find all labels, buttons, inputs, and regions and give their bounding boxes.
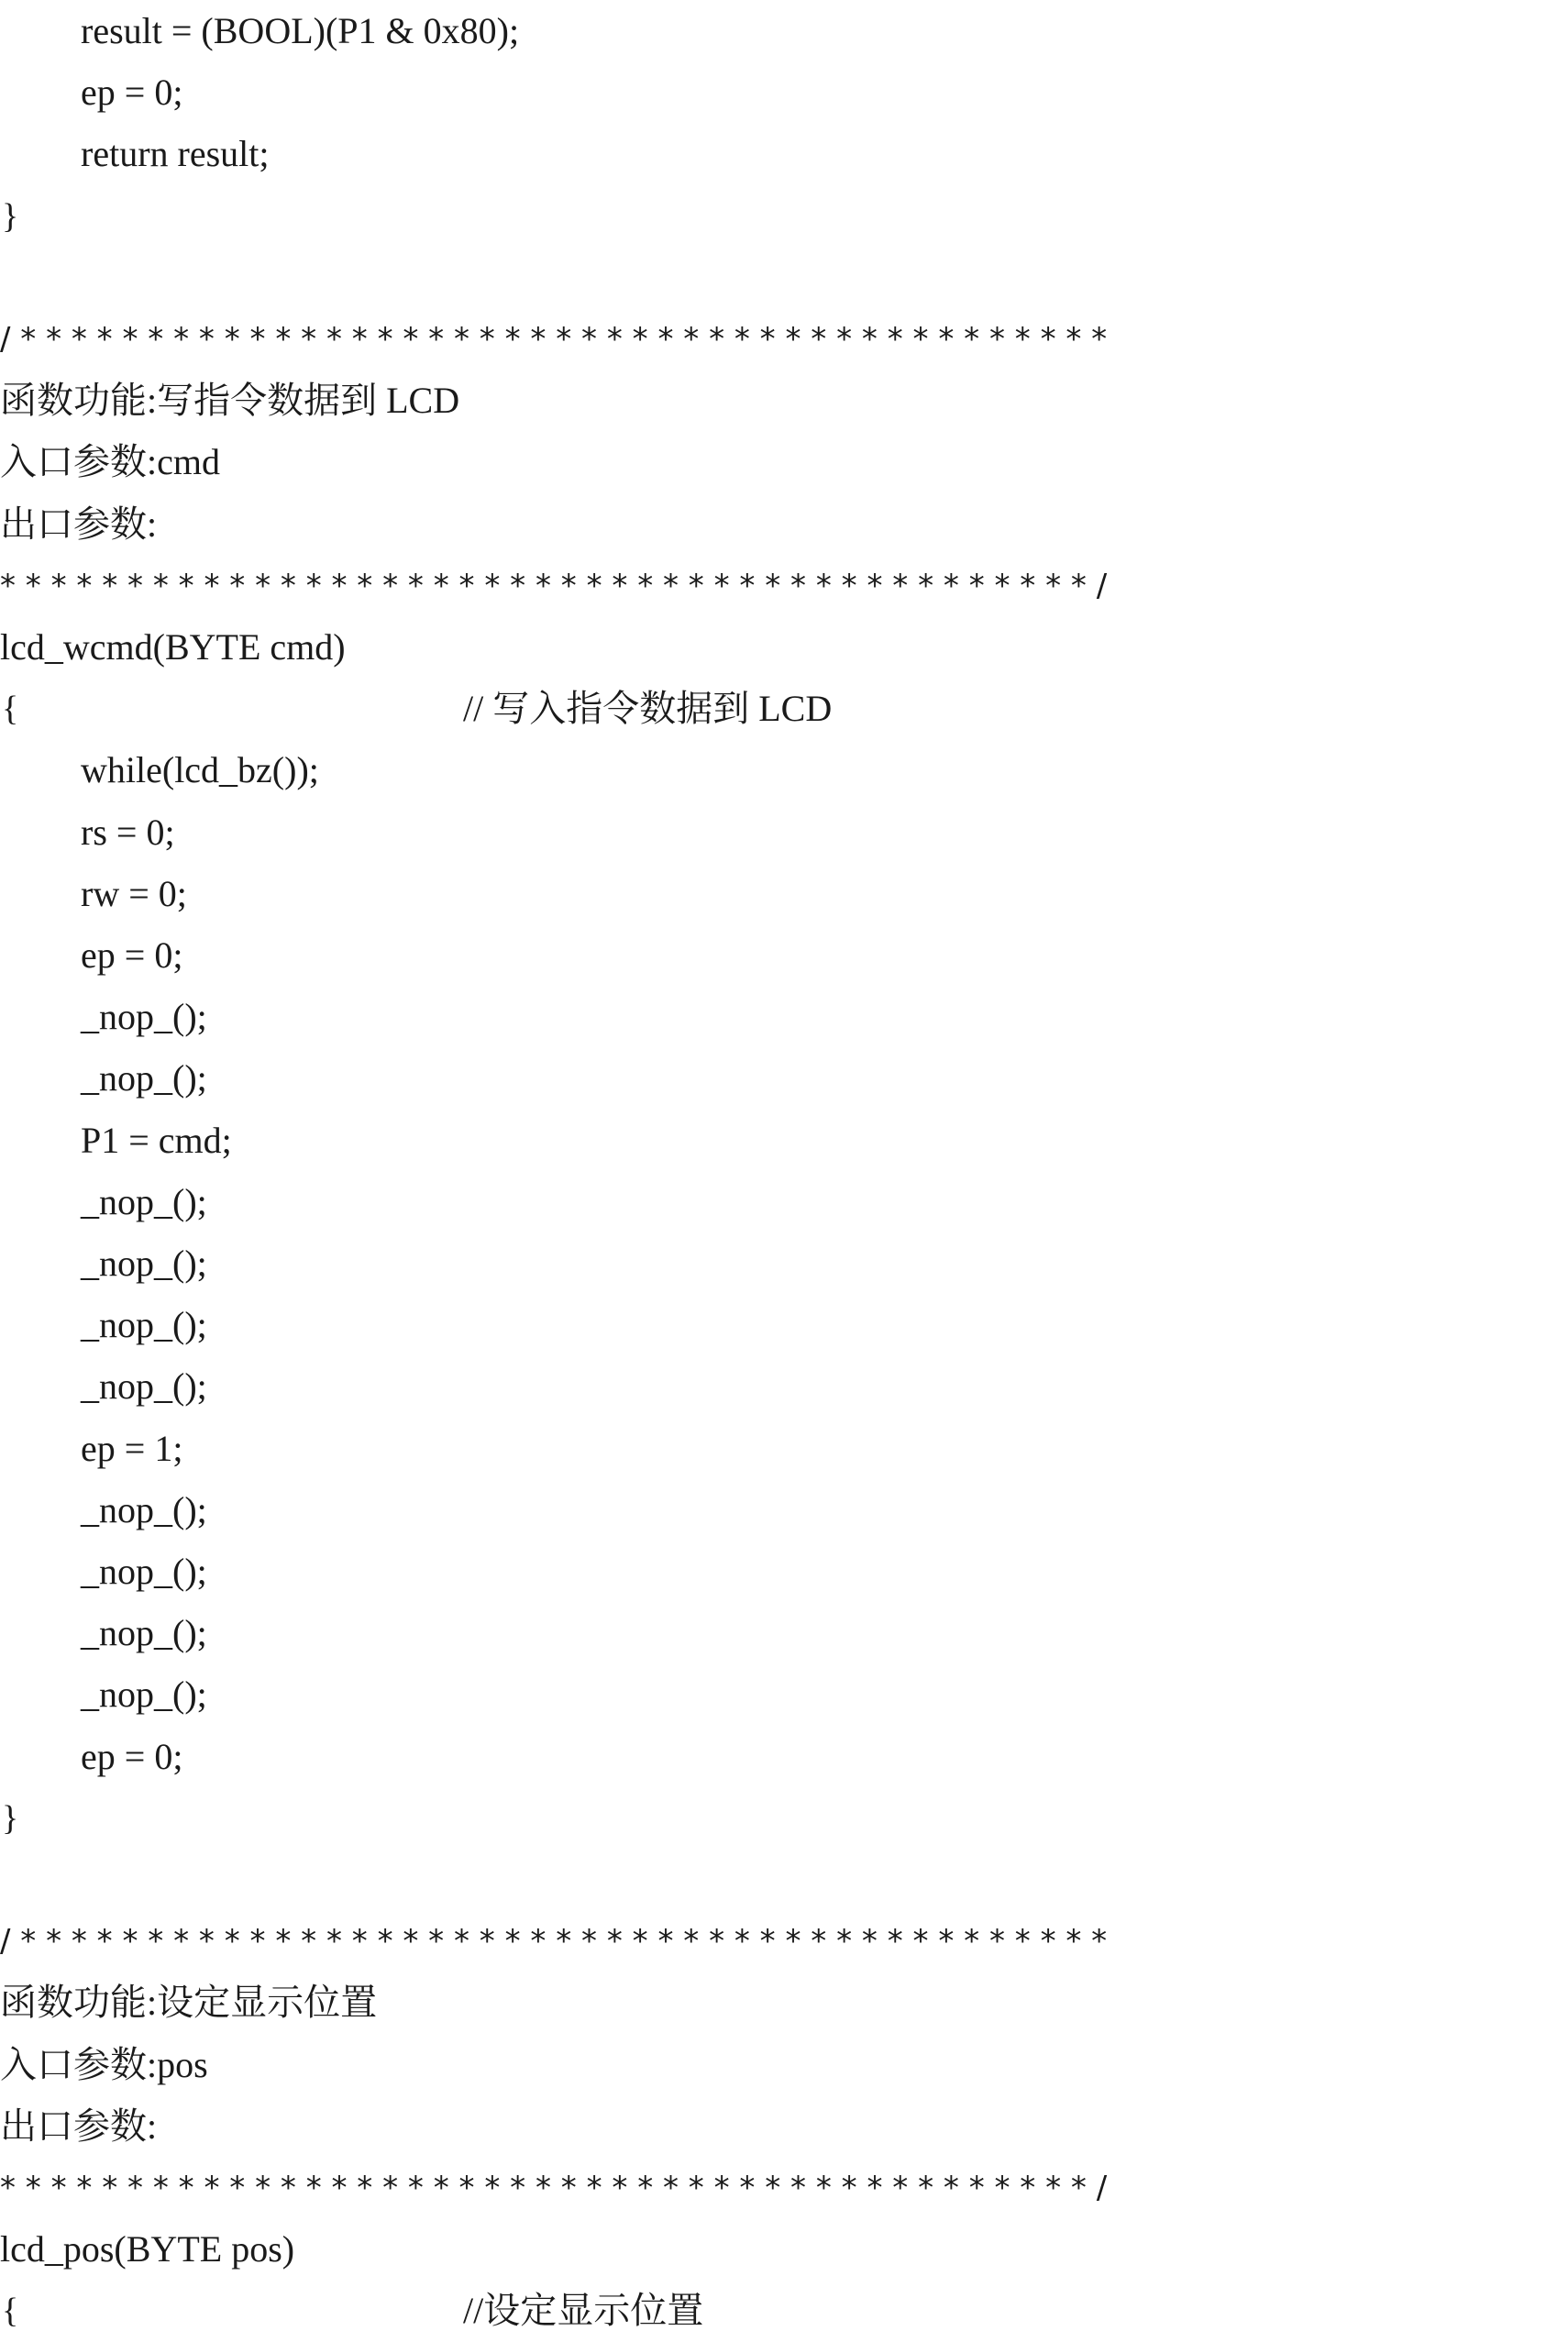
code-statement-line: _nop_(); bbox=[81, 996, 207, 1038]
code-statement-line: _nop_(); bbox=[81, 1612, 207, 1654]
code-text-line: lcd_pos(BYTE pos) bbox=[0, 2228, 295, 2270]
code-text-line: 入口参数:cmd bbox=[0, 441, 220, 483]
code-text-line: 出口参数: bbox=[0, 2104, 158, 2147]
code-statement-line: rw = 0; bbox=[81, 872, 187, 914]
code-statement-line: ep = 1; bbox=[81, 1427, 183, 1469]
code-statement-line: _nop_(); bbox=[81, 1488, 207, 1530]
code-statement-line: _nop_(); bbox=[81, 1551, 207, 1592]
code-statement-line: while(lcd_bz()); bbox=[81, 749, 319, 791]
code-statement-line: rs = 0; bbox=[81, 811, 175, 853]
code-statement-line: _nop_(); bbox=[81, 1674, 207, 1716]
brace-line: { bbox=[2, 690, 19, 729]
code-statement-line: _nop_(); bbox=[81, 1243, 207, 1284]
comment-border-line: * * * * * * * * * * * * * * * * * * * * * * * * * * * * * * * * * * * * * * * * * * * / bbox=[0, 2170, 1108, 2206]
code-text-line: 函数功能:设定显示位置 bbox=[0, 1982, 378, 2024]
code-statement-line: result = (BOOL)(P1 & 0x80); bbox=[81, 10, 520, 51]
comment-border-line: / * * * * * * * * * * * * * * * * * * * * * * * * * * * * * * * * * * * * * * * * * * * bbox=[0, 321, 1108, 358]
brace-line: } bbox=[2, 196, 19, 236]
inline-comment: //设定显示位置 bbox=[463, 2290, 704, 2332]
brace-line: { bbox=[2, 2292, 19, 2331]
code-statement-line: return result; bbox=[81, 133, 270, 175]
code-text-line: 出口参数: bbox=[0, 503, 158, 545]
code-text-line: 函数功能:写指令数据到 LCD bbox=[0, 380, 460, 422]
code-statement-line: _nop_(); bbox=[81, 1304, 207, 1346]
code-statement-line: _nop_(); bbox=[81, 1180, 207, 1222]
code-text-line: lcd_wcmd(BYTE cmd) bbox=[0, 626, 346, 668]
comment-border-line: / * * * * * * * * * * * * * * * * * * * * * * * * * * * * * * * * * * * * * * * * * * * bbox=[0, 1923, 1108, 1961]
code-text-line: 入口参数:pos bbox=[0, 2043, 208, 2085]
code-statement-line: _nop_(); bbox=[81, 1057, 207, 1099]
code-statement-line: P1 = cmd; bbox=[81, 1119, 232, 1161]
code-statement-line: ep = 0; bbox=[81, 72, 183, 114]
code-statement-line: ep = 0; bbox=[81, 1735, 183, 1777]
comment-border-line: * * * * * * * * * * * * * * * * * * * * * * * * * * * * * * * * * * * * * * * * * * * / bbox=[0, 567, 1108, 604]
code-statement-line: ep = 0; bbox=[81, 934, 183, 976]
inline-comment: // 写入指令数据到 LCD bbox=[463, 688, 833, 730]
code-statement-line: _nop_(); bbox=[81, 1365, 207, 1408]
brace-line: } bbox=[2, 1798, 19, 1838]
